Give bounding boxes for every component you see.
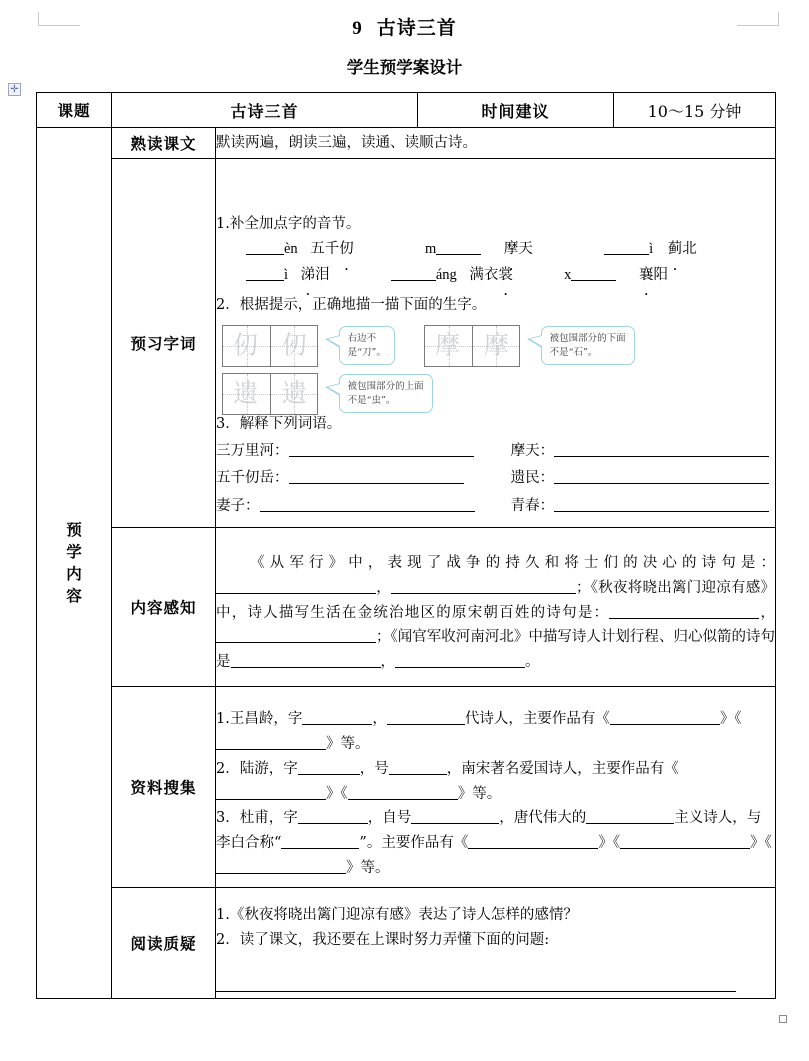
material-3g: 》《 [750, 835, 772, 852]
ghost-char-pair-0: 仞 仞 [233, 330, 307, 360]
pinyin-line-1: èn 五千仞 m 摩天 ì 蓟北 [216, 238, 775, 260]
explain-term-row-2 [216, 495, 775, 517]
material-3h: 》等。 [346, 860, 390, 877]
reading-question-1: 1.《秋夜将晓出篱门迎凉有感》表达了诗人怎样的感情？ [216, 907, 578, 924]
material-1e: 》等。 [326, 735, 370, 752]
table-row-reading-question [37, 888, 776, 999]
explain-term-right-1: 遗民： [511, 467, 801, 489]
trace-hint-line2-0: 是“刀”。 [347, 346, 386, 358]
material-3d: 主义诗人，与李白合称“ [216, 810, 762, 852]
dot-char-0: 仞 [339, 241, 354, 258]
trace-group-1 [424, 325, 635, 367]
ghost-char-pair-1: 摩 摩 [435, 330, 509, 360]
trace-hint-line2-2: 不是“虫”。 [347, 394, 396, 406]
tracing-exercise-area [216, 325, 775, 411]
trace-hint-bubble-0 [339, 326, 395, 366]
ghost-char-pair-2: 遗 遗 [233, 378, 307, 408]
trace-hint-bubble-1 [541, 326, 635, 366]
material-3e: ”。主要作品有《 [359, 835, 469, 852]
dot-char-2: 蓟 [667, 241, 683, 258]
tracing-grid-box-0[interactable] [222, 325, 318, 367]
reading-question-2: 2．读了课文，我还要在上课时努力弄懂下面的问题: [216, 931, 550, 948]
page-corner-mark-top-right [737, 12, 779, 26]
pinyin-prefix-1: m [425, 241, 437, 258]
material-2a: 2．陆游，字 [216, 760, 298, 777]
explain-term-left-0: 三万里河： [216, 440, 506, 462]
content-sense-paragraph: 《从军行》中，表现了战争的持久和将士们的决心的诗句是：， ；《秋夜将晓出篱门迎凉有感》中，诗人描写生活在金统治地区的原宋朝百姓的诗句是： ，；《闻官军收河南河北》中描写诗人计划行程、归心似箭的诗句是 ， 。 [216, 554, 776, 671]
pinyin-value-4: áng [435, 266, 457, 283]
vlabel-char-0: 预 [66, 520, 82, 539]
pinyin-prefix-5: x [564, 266, 572, 283]
vlabel-char-2: 内 [66, 564, 82, 583]
cell-content-preview-words [216, 159, 776, 528]
tracing-grid-box-1[interactable] [424, 325, 520, 367]
preview-q2-title: 2．根据提示，正确地描一描下面的生字。 [216, 297, 487, 314]
table-row-material-collection [37, 687, 776, 888]
preview-worksheet-table [36, 92, 776, 999]
page-title-text: 古诗三首 [376, 17, 457, 39]
page-subtitle: 学生预学案设计 [346, 58, 463, 77]
cell-section-label-preview-content [37, 128, 112, 999]
cell-label-material-collection: 资料搜集 [112, 687, 216, 888]
material-item-3 [216, 806, 775, 881]
page-corner-mark-top-left [38, 12, 80, 26]
cell-label-reading-question: 阅读质疑 [112, 888, 216, 999]
cell-subject-label: 课题 [37, 93, 112, 128]
content-sense-seg1: 《从军行》中，表现了战争的持久和将士们的决心的诗句是： [245, 554, 776, 571]
cell-label-read-aloud: 熟读课文 [112, 128, 216, 159]
pinyin-value-3: ì [284, 266, 289, 283]
material-3a: 3．杜甫，字 [216, 810, 298, 827]
content-sense-seg3: ；《闻官军收河南河北》中描写诗人计划行程、归心似箭的诗句是 [216, 629, 776, 671]
cell-subject-value: 古诗三首 [112, 93, 418, 128]
explain-term-left-2: 妻子： [216, 495, 506, 517]
page-title [0, 13, 809, 40]
dot-char-3: 涕 [300, 266, 316, 283]
table-move-handle-icon[interactable]: ✛ [8, 83, 21, 96]
material-3c: ，唐代伟大的 [499, 810, 587, 827]
vlabel-char-1: 学 [66, 542, 82, 561]
dot-char-5: 襄 [638, 266, 654, 283]
trace-hint-bubble-2 [339, 374, 433, 414]
trace-hint-line1-0: 右边不 [347, 332, 377, 344]
explain-term-right-0: 摩天： [511, 440, 801, 462]
preview-q3-title: 3．解释下列词语。 [216, 415, 342, 432]
cell-label-content-sense: 内容感知 [112, 528, 216, 687]
trace-hint-line1-2: 被包围部分的上面 [347, 380, 424, 392]
material-item-1 [216, 707, 775, 757]
preview-q1-title: 1.补全加点字的音节。 [216, 215, 361, 232]
material-2c: ，南宋著名爱国诗人，主要作品有《 [446, 760, 679, 777]
vlabel-char-3: 容 [66, 586, 82, 605]
dot-char-1: 摩 [503, 241, 519, 258]
material-2e: 》等。 [457, 785, 502, 802]
material-1d: 》《 [719, 710, 742, 727]
dot-char-4: 裳 [498, 266, 513, 283]
explain-term-row-0 [216, 440, 775, 462]
pinyin-value-2: ì [649, 241, 654, 258]
cell-label-preview-words: 预习字词 [112, 159, 216, 528]
cell-time-label: 时间建议 [418, 93, 614, 128]
content-sense-seg2: ；《秋夜将晓出篱门迎凉有感》中，诗人描写生活在金统治地区的原宋朝百姓的诗句是： [216, 579, 776, 621]
trace-group-2 [222, 373, 433, 415]
cell-content-material-collection [216, 687, 776, 888]
table-row-preview-words [37, 159, 776, 528]
reading-answer-blank[interactable] [216, 975, 775, 997]
pinyin-line-2: ì 涕泪 áng 满衣裳 x 襄阳 [216, 264, 775, 286]
cell-content-read-aloud: 默读两遍，朗读三遍，读通、读顺古诗。 [216, 128, 776, 159]
trace-group-0 [222, 325, 395, 367]
trace-hint-line1-1: 被包围部分的下面 [549, 332, 626, 344]
trace-hint-line2-1: 不是“石”。 [549, 346, 598, 358]
material-3f: 》《 [598, 835, 621, 852]
pinyin-value-0: èn [284, 241, 298, 258]
material-2b: ，号 [359, 760, 389, 777]
material-1c: 代诗人，主要作品有《 [464, 710, 610, 727]
material-item-2 [216, 757, 775, 807]
tracing-grid-box-2[interactable] [222, 373, 318, 415]
cell-time-value: 10～15 分钟 [614, 93, 776, 128]
explain-term-row-1 [216, 467, 775, 489]
material-1a: 1.王昌龄，字 [216, 710, 303, 727]
material-2d: 》《 [326, 785, 348, 802]
explain-term-left-1: 五千仞岳： [216, 467, 506, 489]
content-sense-seg4: 。 [525, 654, 540, 671]
cell-content-reading-question [216, 888, 776, 999]
table-row-read-aloud [37, 128, 776, 159]
table-resize-handle-icon[interactable] [779, 1015, 787, 1023]
material-3b: ，自号 [367, 810, 412, 827]
page-title-number: 9 [352, 18, 363, 39]
explain-term-right-2: 青春： [511, 495, 801, 517]
cell-content-content-sense [216, 528, 776, 687]
table-row-content-sense [37, 528, 776, 687]
table-row-header [37, 93, 776, 128]
material-1b: ， [372, 710, 387, 727]
